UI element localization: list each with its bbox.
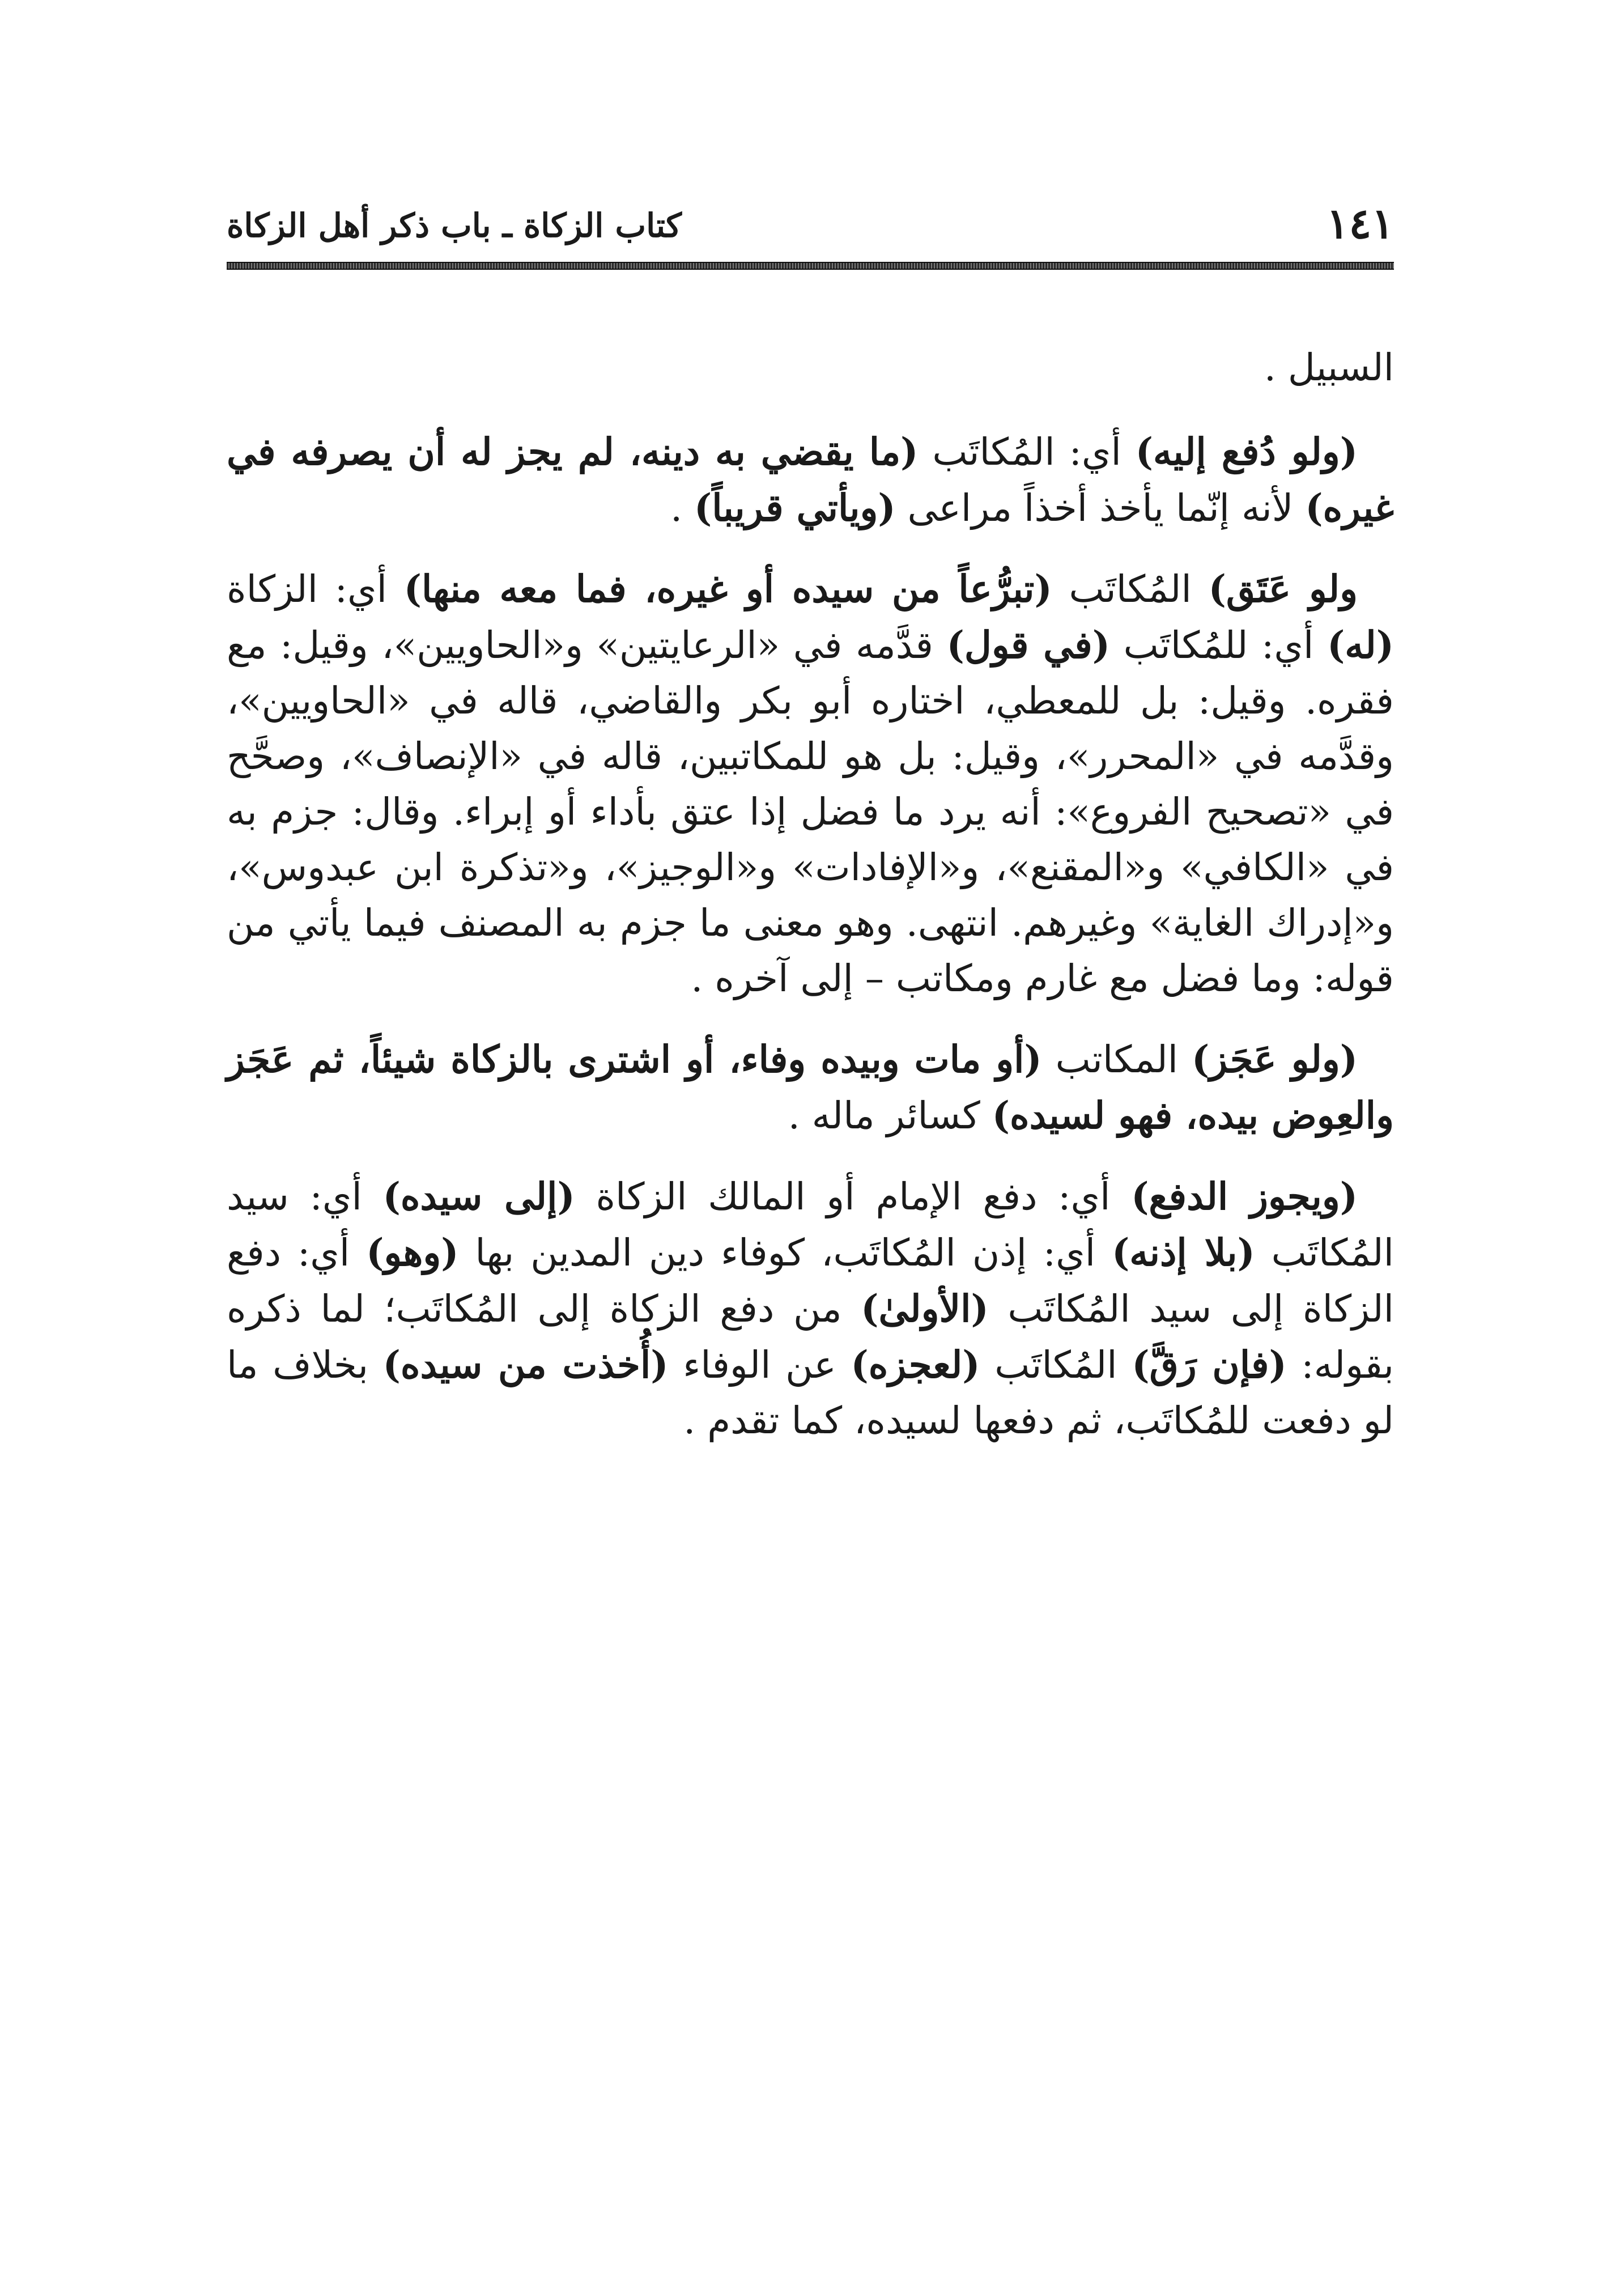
paragraph bbox=[227, 1031, 1394, 1144]
commentary-text: المُكاتَب bbox=[1052, 567, 1209, 611]
commentary-text: كسائر ماله . bbox=[788, 1094, 992, 1137]
matn-text: (ويجوز الدفع) bbox=[1131, 1174, 1358, 1218]
paragraph bbox=[227, 340, 1394, 396]
commentary-text: أي: المُكاتَب bbox=[918, 430, 1136, 474]
commentary-text: أي: الزكاة bbox=[227, 567, 404, 611]
commentary-text: أي: دفع الإمام أو المالك الزكاة bbox=[575, 1175, 1132, 1218]
commentary-text: أي: إذن المُكاتَب، كوفاء دين المدين بها bbox=[458, 1231, 1112, 1275]
commentary-text: المُكاتَب bbox=[980, 1343, 1132, 1387]
commentary-text: أي: سيد المُكاتَب bbox=[227, 1175, 1394, 1275]
running-header bbox=[227, 196, 1394, 258]
matn-text: (فإن رَقَّ) bbox=[1132, 1343, 1287, 1387]
running-title: كتاب الزكاة ـ باب ذكر أهل الزكاة bbox=[227, 206, 682, 245]
commentary-text: أي: للمُكاتَب bbox=[1109, 623, 1328, 667]
matn-text: (بلا إذنه) bbox=[1112, 1230, 1255, 1275]
matn-text: (له) bbox=[1327, 623, 1395, 667]
commentary-text: قدَّمه في «الرعايتين» و«الحاويين»، وقيل: مع فقره. وقيل: بل للمعطي، اختاره أبو بكر والقاضي، قاله في «الحاويين»، وقدَّمه في «المحرر»، وقيل: بل هو للمكاتبين، قاله في «الإنصاف»، وصحَّح في «تصحيح الفروع»: أنه يرد ما فضل إذا عتق بأداء أو إبراء. وقال: جزم به في «الكافي» و«المقنع»، و«الإفادات» و«الوجيز»، و«تذكرة ابن عبدوس»، و«إدراك الغاية» وغيرهم. انتهى. وهو معنى ما جزم به المصنف فيما يأتي من قوله: وما فضل مع غارم ومكاتب – إلى آخره . bbox=[227, 623, 1394, 1000]
commentary-text: . bbox=[670, 486, 695, 530]
commentary-text: بخلاف ما لو دفعت للمُكاتَب، ثم دفعها لسيده، كما تقدم . bbox=[227, 1343, 1394, 1442]
body-text bbox=[227, 340, 1394, 1474]
header-rule bbox=[227, 262, 1394, 270]
matn-text: (ما يقضي به دينه، لم يجز له أن يصرفه في غيره) bbox=[227, 430, 1394, 530]
matn-text: (ولو دُفع إليه) bbox=[1135, 430, 1358, 474]
matn-text: ولو عَتَق) bbox=[1208, 567, 1358, 611]
matn-text: (وهو) bbox=[366, 1230, 459, 1275]
matn-text: (في قول) bbox=[946, 623, 1110, 667]
commentary-text: المكاتب bbox=[1041, 1038, 1192, 1081]
matn-text: (أو مات وبيده وفاء، أو اشترى بالزكاة شيئاً، ثم عَجَز والعِوض بيده، فهو لسيده) bbox=[227, 1037, 1394, 1137]
matn-text: (أُخذت من سيده) bbox=[382, 1343, 669, 1387]
matn-text: (تبرُّعاً من سيده أو غيره، فما معه منها) bbox=[403, 567, 1052, 611]
matn-text: (لعجزه) bbox=[851, 1343, 980, 1387]
text-segment: السبيل . bbox=[1264, 346, 1394, 389]
paragraph bbox=[227, 424, 1394, 536]
matn-text: (الأولىٰ) bbox=[861, 1286, 989, 1331]
commentary-text: عن الوفاء bbox=[668, 1343, 851, 1387]
page-number: ١٤١ bbox=[1326, 199, 1394, 248]
matn-text: (إلى سيده) bbox=[382, 1174, 575, 1218]
paragraph bbox=[227, 1169, 1394, 1449]
commentary-text: لأنه إنّما يأخذ أخذاً مراعى bbox=[895, 486, 1306, 530]
matn-text: (ويأتي قريباً) bbox=[694, 486, 896, 530]
commentary-text: من دفع الزكاة إلى المُكاتَب؛ لما ذكره بقوله: bbox=[227, 1287, 1395, 1387]
commentary-text: أي: دفع الزكاة إلى سيد المُكاتَب bbox=[227, 1231, 1394, 1331]
paragraph bbox=[227, 561, 1394, 1007]
matn-text: (ولو عَجَز) bbox=[1192, 1037, 1358, 1081]
